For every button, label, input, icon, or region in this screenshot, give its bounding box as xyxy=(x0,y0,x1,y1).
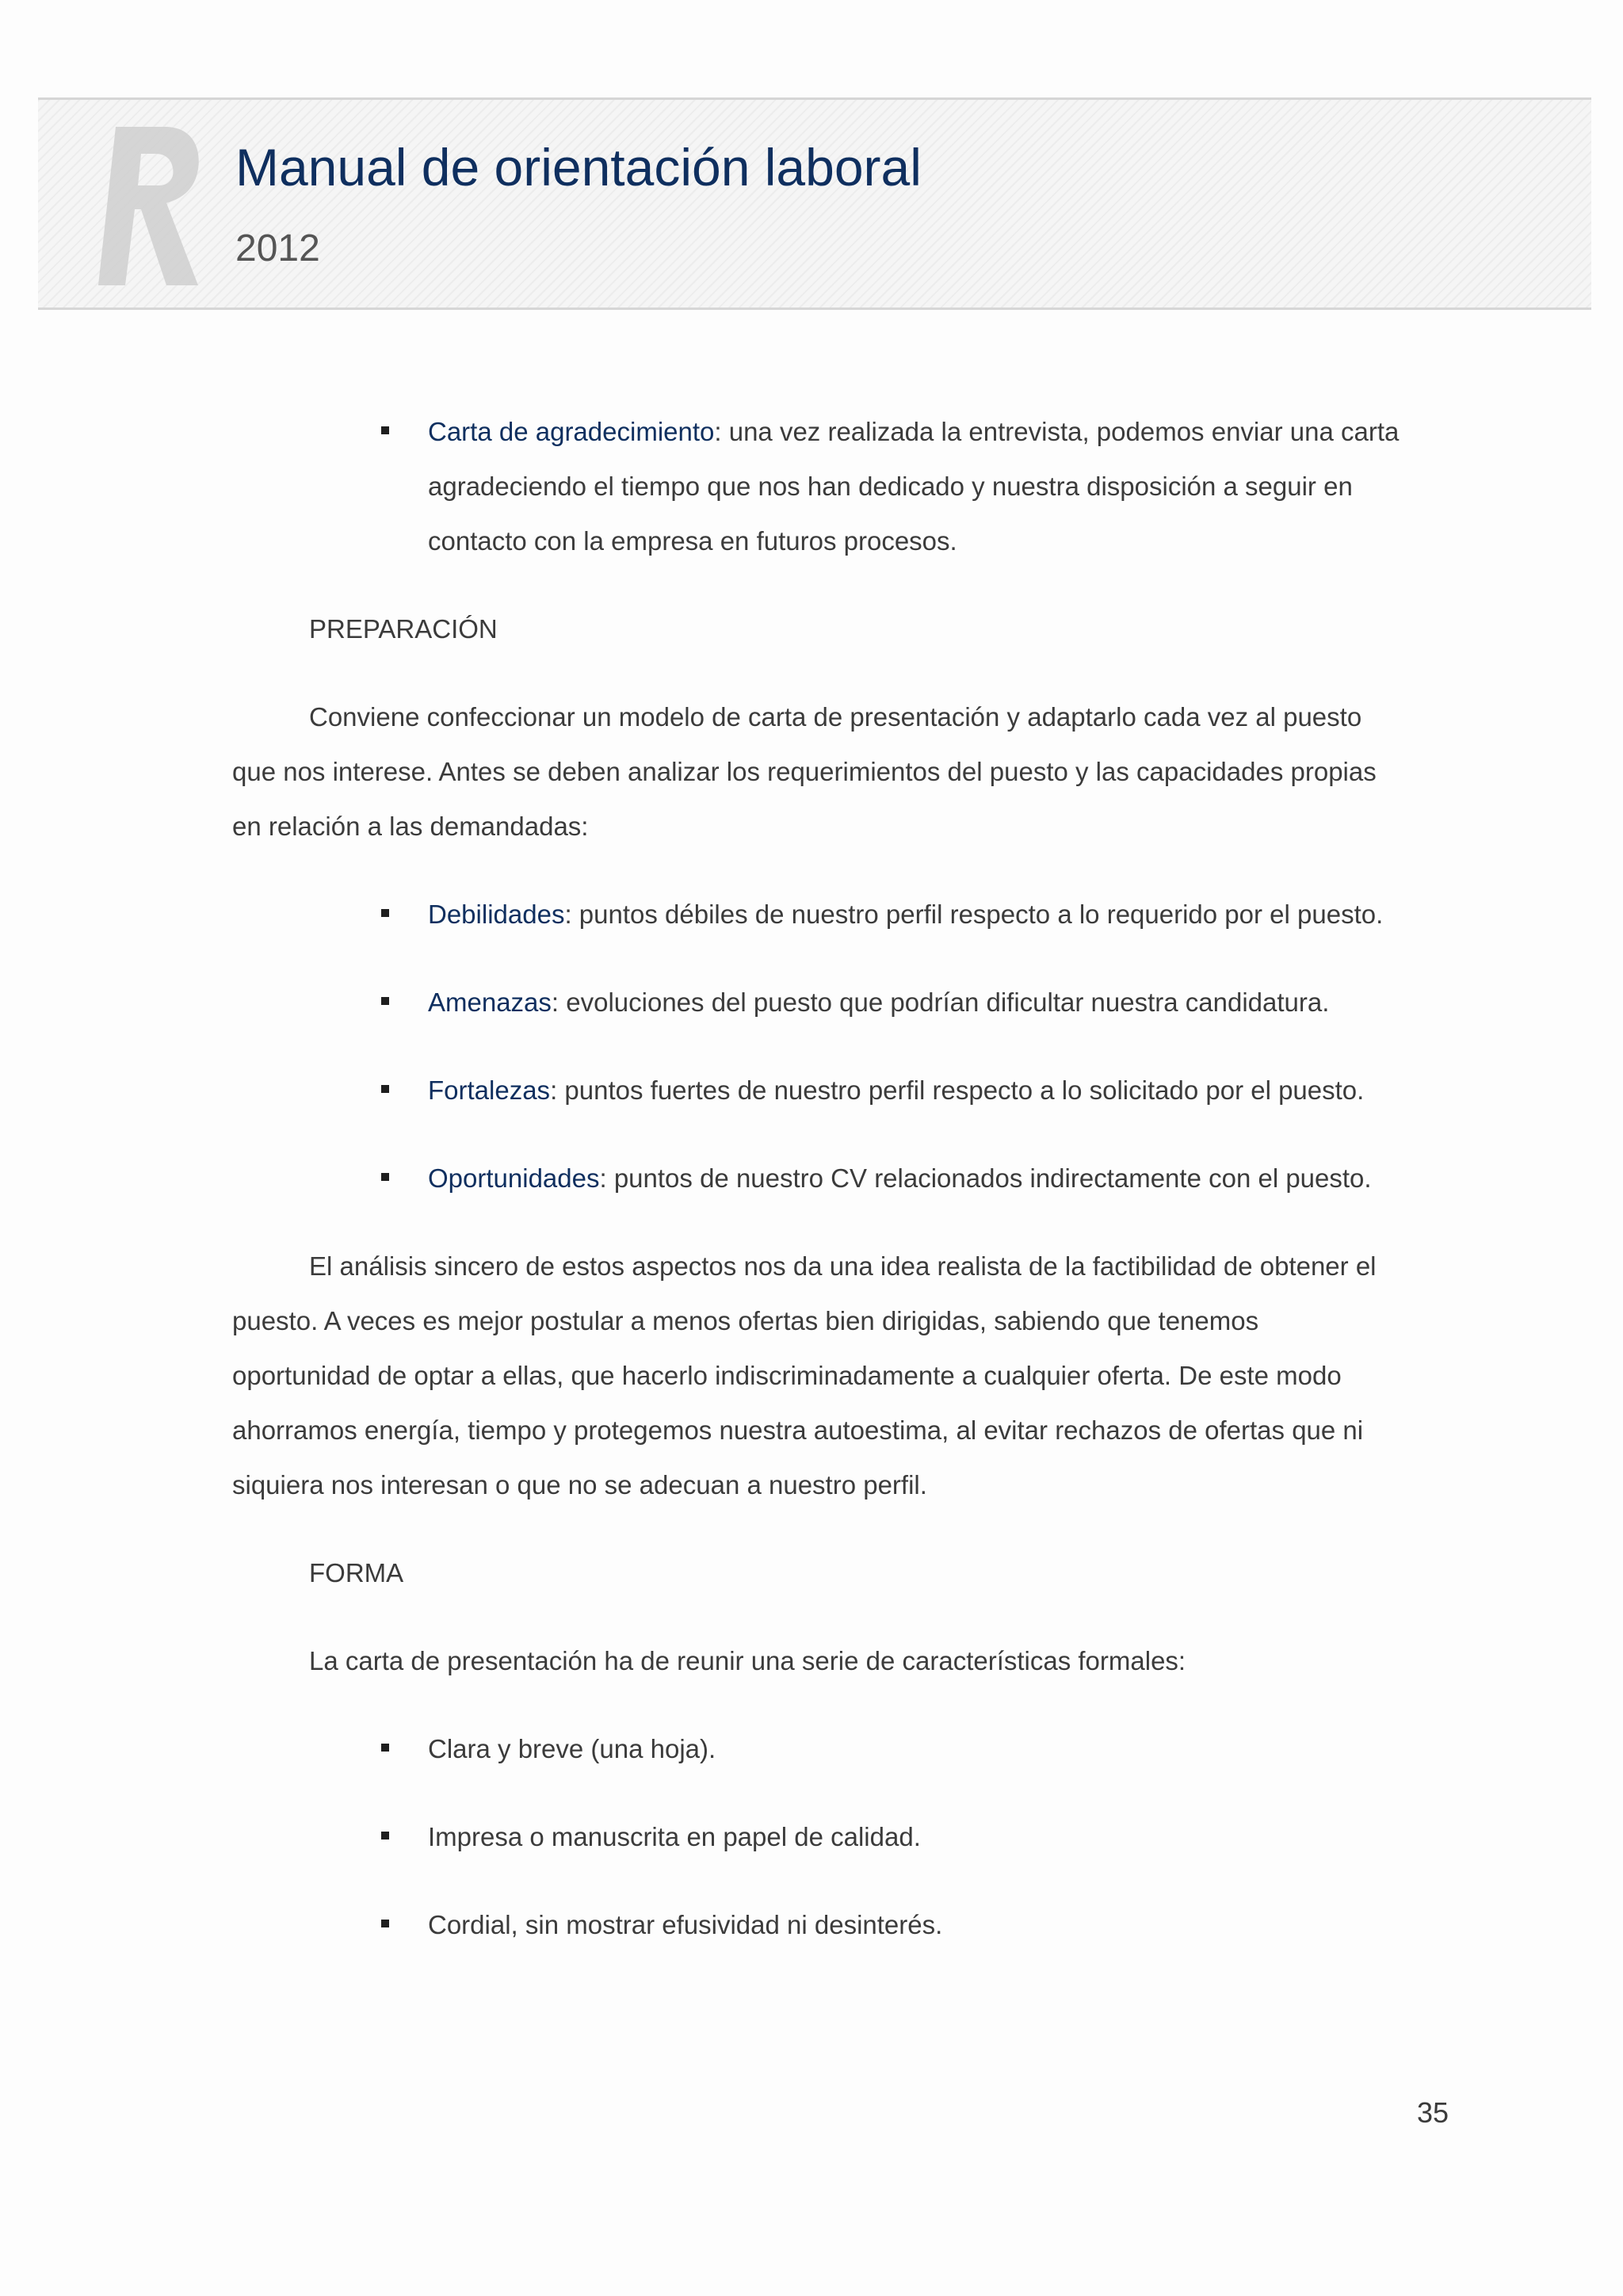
bullet-text: : puntos de nuestro CV relacionados indirectamente con el puesto. xyxy=(599,1163,1372,1193)
paragraph-line: que nos interese. Antes se deben analizar los requerimientos del puesto y las capacidades propias xyxy=(232,757,1377,786)
bullet-line xyxy=(428,1151,1437,1205)
paragraph-line: ahorramos energía, tiempo y protegemos nuestra autoestima, al evitar rechazos de ofertas que ni xyxy=(232,1415,1364,1445)
bullet-square-icon xyxy=(381,426,389,434)
bullet-line xyxy=(428,887,1437,942)
paragraph-line: en relación a las demandadas: xyxy=(232,812,589,841)
paragraph-line: oportunidad de optar a ellas, que hacerlo indiscriminadamente a cualquier oferta. De este modo xyxy=(232,1361,1342,1390)
bullet-square-icon xyxy=(381,909,389,917)
bullet-line: contacto con la empresa en futuros procesos. xyxy=(428,526,957,556)
bullet-text: : una vez realizada la entrevista, podemos enviar una carta xyxy=(714,417,1400,446)
paragraph-line: Conviene confeccionar un modelo de carta de presentación y adaptarlo cada vez al puesto xyxy=(309,702,1362,732)
bullet-clara-breve xyxy=(232,1721,1437,1776)
bullet-text: : puntos débiles de nuestro perfil respecto a lo requerido por el puesto. xyxy=(564,900,1384,929)
bullet-amenazas xyxy=(232,975,1437,1030)
bullet-text: Clara y breve (una hoja). xyxy=(428,1734,716,1763)
document-year: 2012 xyxy=(235,227,320,269)
bullet-cordial xyxy=(232,1897,1437,1952)
bullet-square-icon xyxy=(381,1920,389,1927)
bullet-square-icon xyxy=(381,1832,389,1839)
document-title: Manual de orientación laboral xyxy=(235,138,922,197)
paragraph-line: siquiera nos interesan o que no se adecuan a nuestro perfil. xyxy=(232,1470,927,1499)
bullet-square-icon xyxy=(381,1085,389,1093)
bullet-term: Debilidades xyxy=(428,900,565,929)
bullet-line: agradeciendo el tiempo que nos han dedicado y nuestra disposición a seguir en xyxy=(428,472,1353,501)
bullet-text: Impresa o manuscrita en papel de calidad. xyxy=(428,1822,921,1851)
bullet-debilidades xyxy=(232,887,1437,942)
paragraph-line: puesto. A veces es mejor postular a menos ofertas bien dirigidas, sabiendo que tenemos xyxy=(232,1306,1259,1335)
bullet-text: : evoluciones del puesto que podrían dificultar nuestra candidatura. xyxy=(551,988,1330,1017)
bullet-impresa xyxy=(232,1809,1437,1864)
header-band xyxy=(38,97,1591,310)
r-logo-watermark xyxy=(94,119,204,293)
page-content xyxy=(232,404,1437,1952)
bullet-term: Oportunidades xyxy=(428,1163,600,1193)
bullet-fortalezas xyxy=(232,1063,1437,1117)
bullet-text: Cordial, sin mostrar efusividad ni desinterés. xyxy=(428,1910,943,1939)
bullet-oportunidades xyxy=(232,1151,1437,1205)
bullet-square-icon xyxy=(381,1744,389,1752)
paragraph-preparacion xyxy=(232,690,1437,854)
bullet-line xyxy=(428,404,1437,459)
bullet-term: Carta de agradecimiento xyxy=(428,417,715,446)
paragraph-forma-intro: La carta de presentación ha de reunir una serie de características formales: xyxy=(309,1646,1186,1675)
bullet-line xyxy=(428,1063,1437,1117)
paragraph-analisis xyxy=(232,1239,1437,1512)
bullet-line xyxy=(428,975,1437,1030)
bullet-square-icon xyxy=(381,997,389,1005)
page-number: 35 xyxy=(1417,2096,1449,2129)
bullet-text: : puntos fuertes de nuestro perfil respecto a lo solicitado por el puesto. xyxy=(550,1075,1365,1105)
bullet-term: Fortalezas xyxy=(428,1075,551,1105)
section-heading-forma: FORMA xyxy=(309,1558,404,1587)
bullet-term: Amenazas xyxy=(428,988,552,1017)
paragraph-line: El análisis sincero de estos aspectos nos da una idea realista de la factibilidad de obtener el xyxy=(309,1251,1377,1281)
bullet-square-icon xyxy=(381,1173,389,1181)
section-heading-preparacion: PREPARACIÓN xyxy=(309,614,498,644)
bullet-carta-agradecimiento xyxy=(232,404,1437,568)
